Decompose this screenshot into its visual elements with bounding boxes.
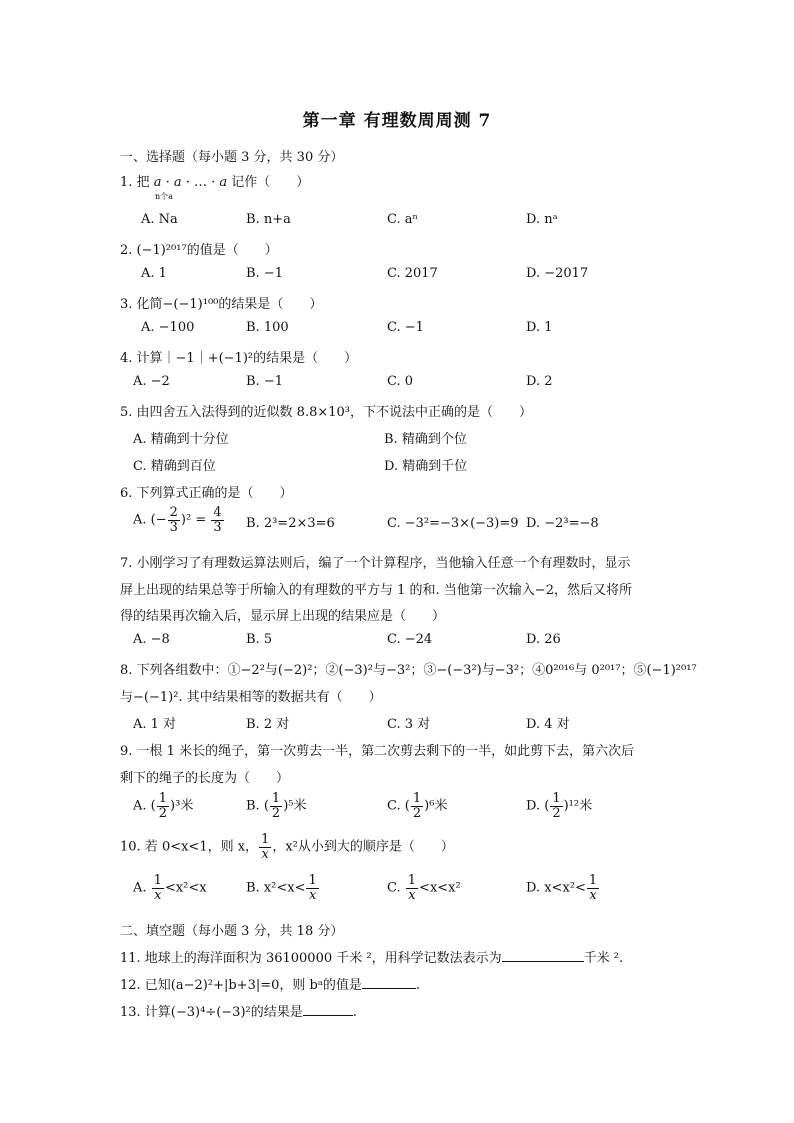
q6-a-middle: )² = (180, 512, 207, 528)
question-6-stem: 6. 下列算式正确的是（ ） (120, 486, 293, 501)
q4-option-d: D. 2 (526, 374, 553, 389)
q10-c-label: C. (387, 880, 401, 896)
q9-a-suffix: ³米 (175, 798, 194, 814)
question-2-stem: 2. (−1)²⁰¹⁷的值是（ ） (120, 243, 278, 258)
question-9-line-1: 9. 一根 1 米长的绳子，第一次剪去一半，第二次剪去剩下的一半，如此剪下去，第六次后 (120, 744, 635, 759)
q1-option-b: B. n+a (246, 212, 291, 227)
q9-d-suffix: ¹²米 (568, 798, 593, 814)
q5-option-c: C. 精确到百位 (133, 459, 216, 474)
q2-option-a: A. 1 (141, 266, 167, 281)
page-title: 第一章 有理数周周测 7 (302, 111, 492, 131)
q11-suffix: 千米 ². (583, 951, 624, 966)
denominator: 3 (169, 519, 178, 535)
q9-option-a: A. ( $\frac{1}{2}$ )³米 (133, 791, 194, 821)
q10-c-suffix: <x<x² (419, 880, 461, 896)
denominator: 3 (213, 519, 222, 535)
q10-b-label: B. x²<x< (246, 880, 306, 896)
q1-expression: a · a · … · a (153, 175, 228, 190)
q1-option-c: C. aⁿ (387, 212, 419, 227)
question-11 (120, 947, 623, 966)
q9-c-suffix: ⁶米 (429, 798, 448, 814)
numerator: 1 (308, 873, 317, 888)
question-8-line-1: 8. 下列各组数中：①−2²与(−2)²；②(−3)²与−3²；③−(−3²)与−3²；④0²⁰¹⁶与 0²⁰¹⁷；⑤(−1)²⁰¹⁷ (120, 663, 697, 678)
q10-option-c (387, 874, 461, 902)
section-fill-heading: 二、填空题（每小题 3 分，共 18 分） (120, 924, 344, 939)
q10-option-b (246, 874, 320, 902)
q5-option-d: D. 精确到千位 (384, 459, 468, 474)
q2-option-c: C. 2017 (387, 266, 438, 281)
q13-suffix: . (352, 1005, 357, 1020)
q9-c-label: C. (387, 798, 401, 814)
question-7-line-3: 得的结果再次输入后，显示屏上出现的结果应是（ ） (120, 609, 446, 624)
numerator: 1 (588, 873, 598, 888)
denominator: 2 (158, 805, 168, 821)
q6-a-prefix: A. (− (133, 512, 167, 528)
question-7-line-1: 7. 小刚学习了有理数运算法则后，编了一个计算程序，当他输入任意一个有理数时，显示 (120, 556, 631, 571)
q10-a-fraction (152, 874, 164, 902)
q8-option-b: B. 2 对 (246, 717, 290, 732)
numerator: 1 (271, 791, 281, 806)
q9-d-fraction (550, 792, 562, 820)
q11-answer-blank[interactable] (502, 949, 584, 962)
q2-option-d: D. −2017 (526, 266, 589, 281)
q6-a-fraction (168, 506, 180, 534)
q10-d-label: D. x<x²< (526, 880, 586, 896)
q1-option-d: D. nᵃ (526, 212, 558, 227)
section-choice-heading: 一、选择题（每小题 3 分，共 30 分） (120, 150, 344, 165)
q10-suffix: ，x²从小到大的顺序是（ ） (272, 839, 454, 855)
question-1-stem (120, 171, 309, 190)
q10-prefix: 10. 若 0<x<1，则 x， (120, 839, 259, 855)
q6-option-b: B. 2³=2×3=6 (246, 516, 335, 531)
question-8-line-2: 与−(−1)². 其中结果相等的数据共有（ ） (120, 690, 382, 705)
q4-option-b: B. −1 (246, 374, 283, 389)
question-9-line-2: 剩下的绳子的长度为（ ） (120, 771, 290, 786)
denominator: x (154, 887, 162, 903)
denominator: x (589, 887, 597, 903)
q11-prefix: 11. 地球上的海洋面积为 36100000 千米 ²，用科学记数法表示为 (120, 951, 502, 966)
numerator: 1 (261, 832, 270, 847)
q9-b-suffix: ⁵米 (288, 798, 307, 814)
q10-d-fraction (587, 874, 599, 902)
q9-b-fraction (270, 792, 282, 820)
q12-answer-blank[interactable] (362, 976, 416, 989)
q6-option-d: D. −2³=−8 (526, 516, 599, 531)
q8-option-d: D. 4 对 (526, 717, 570, 732)
q3-option-b: B. 100 (246, 320, 289, 335)
question-4-stem: 4. 计算｜−1｜+(−1)²的结果是（ ） (120, 351, 358, 366)
q7-option-a: A. −8 (133, 632, 170, 647)
q9-b-label: B. (246, 798, 260, 814)
denominator: 2 (412, 805, 422, 821)
q10-option-a (133, 874, 207, 902)
q1-suffix: 记作（ ） (231, 175, 310, 190)
q5-option-a: A. 精确到十分位 (133, 432, 229, 447)
question-10-stem (120, 833, 454, 861)
q4-option-c: C. 0 (387, 374, 414, 389)
q5-option-b: B. 精确到个位 (384, 432, 467, 447)
numerator: 1 (407, 873, 417, 888)
q1-option-a: A. Na (141, 212, 178, 227)
numerator: 1 (158, 791, 168, 806)
denominator: x (261, 846, 269, 862)
q1-prefix: 1. 把 (120, 175, 150, 190)
q10-option-d (526, 874, 600, 902)
q8-option-a: A. 1 对 (133, 717, 177, 732)
q8-option-c: C. 3 对 (387, 717, 431, 732)
q13-prefix: 13. 计算(−3)⁴÷(−3)²的结果是 (120, 1005, 303, 1020)
numerator: 1 (153, 873, 162, 888)
q10-a-label: A. (133, 880, 147, 896)
q10-b-fraction (306, 874, 318, 902)
question-13 (120, 1001, 357, 1020)
numerator: 2 (169, 505, 178, 520)
q1-underbrace-label: n个a (155, 192, 173, 201)
q7-option-c: C. −24 (387, 632, 433, 647)
q9-a-fraction (157, 792, 169, 820)
q10-stem-fraction (259, 833, 271, 861)
q2-option-b: B. −1 (246, 266, 283, 281)
q12-suffix: . (415, 978, 420, 993)
q6-option-a (133, 506, 225, 534)
denominator: 2 (552, 805, 561, 821)
question-5-stem: 5. 由四舍五入法得到的近似数 8.8×10³，下不说法中正确的是（ ） (120, 405, 532, 420)
q9-a-label: A. (133, 798, 147, 814)
q6-a-result-fraction (211, 506, 223, 534)
q13-answer-blank[interactable] (303, 1003, 353, 1016)
q9-c-fraction (411, 792, 423, 820)
question-3-stem: 3. 化简−(−1)¹⁰⁰的结果是（ ） (120, 297, 323, 312)
q9-option-c: C. ( $\frac{1}{2}$ )⁶米 (387, 791, 448, 821)
denominator: x (308, 887, 317, 903)
denominator: x (408, 887, 416, 903)
q9-option-d: D. ( $\frac{1}{2}$ )¹²米 (526, 791, 593, 821)
denominator: 2 (271, 805, 281, 821)
question-7-line-2: 屏上出现的结果总等于所输入的有理数的平方与 1 的和. 当他第一次输入−2，然后又将所 (120, 583, 632, 598)
numerator: 4 (213, 505, 222, 520)
q9-d-label: D. (526, 798, 541, 814)
q12-prefix: 12. 已知(a−2)²+|b+3|=0，则 bᵃ的值是 (120, 978, 362, 993)
q3-option-d: D. 1 (526, 320, 553, 335)
q7-option-b: B. 5 (246, 632, 273, 647)
q10-c-fraction (406, 874, 418, 902)
q7-option-d: D. 26 (526, 632, 561, 647)
q3-option-c: C. −1 (387, 320, 424, 335)
q4-option-a: A. −2 (133, 374, 170, 389)
q9-option-b: B. ( $\frac{1}{2}$ )⁵米 (246, 791, 307, 821)
q10-a-suffix: <x²<x (164, 880, 207, 896)
q6-option-c: C. −3²=−3×(−3)=9 (387, 516, 519, 531)
numerator: 1 (412, 791, 422, 806)
q3-option-a: A. −100 (141, 320, 195, 335)
question-12 (120, 974, 420, 993)
numerator: 1 (552, 791, 561, 806)
